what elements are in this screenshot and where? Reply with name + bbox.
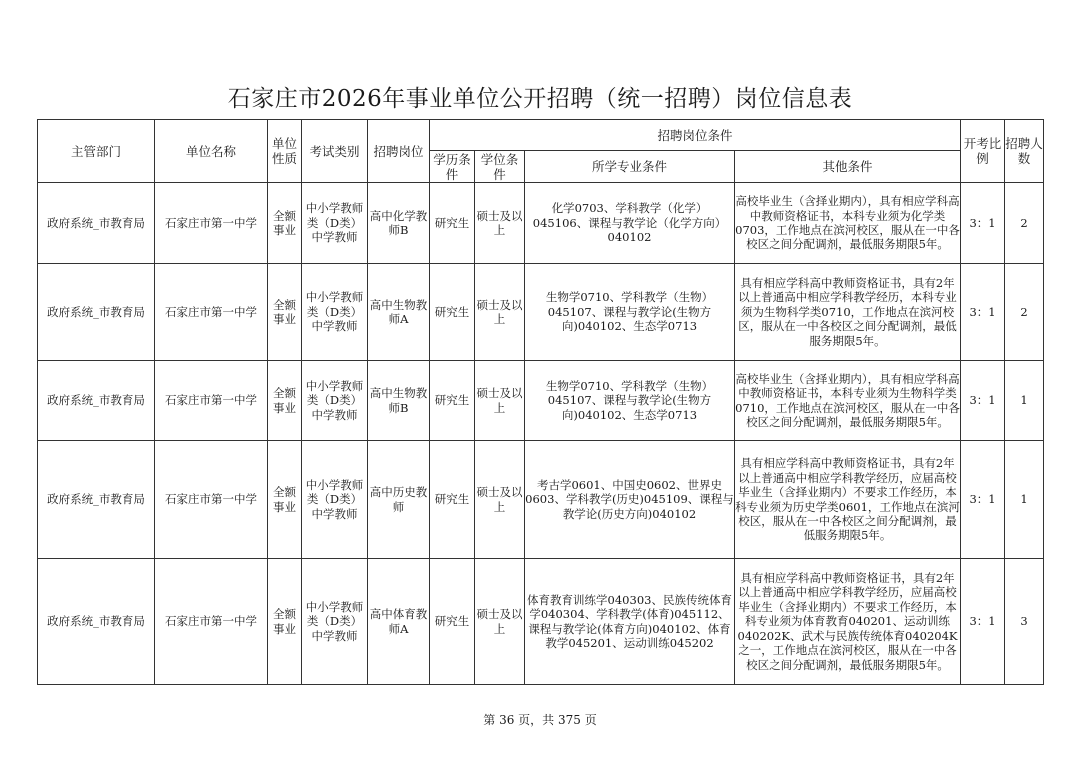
cell-nature: 全额事业 — [268, 361, 302, 441]
cell-ratio: 3：1 — [961, 183, 1005, 264]
cell-exam: 中小学教师类（D类）中学教师 — [302, 183, 368, 264]
cell-dept: 政府系统_市教育局 — [38, 361, 155, 441]
cell-count: 2 — [1005, 183, 1044, 264]
cell-major: 考古学0601、中国史0602、世界史0603、学科教学(历史)045109、课程与教学论(历史方向)040102 — [525, 441, 735, 559]
cell-major: 生物学0710、学科教学（生物）045107、课程与教学论(生物方向)040102、生态学0713 — [525, 361, 735, 441]
cell-unit: 石家庄市第一中学 — [155, 559, 268, 685]
header-degree: 学位条件 — [475, 151, 525, 183]
cell-unit: 石家庄市第一中学 — [155, 441, 268, 559]
page-footer: 第 36 页，共 375 页 — [483, 713, 597, 727]
header-major: 所学专业条件 — [525, 151, 735, 183]
cell-edu: 研究生 — [430, 264, 475, 361]
cell-exam: 中小学教师类（D类）中学教师 — [302, 264, 368, 361]
cell-edu: 研究生 — [430, 441, 475, 559]
cell-other: 具有相应学科高中教师资格证书，具有2年以上普通高中相应学科教学经历，本科专业须为生物科学类0710，工作地点在滨河校区，服从在一中各校区之间分配调剂，最低服务期限5年。 — [735, 264, 961, 361]
header-unit: 单位名称 — [155, 120, 268, 183]
header-exam: 考试类别 — [302, 120, 368, 183]
cell-unit: 石家庄市第一中学 — [155, 183, 268, 264]
cell-other: 具有相应学科高中教师资格证书，具有2年以上普通高中相应学科教学经历，应届高校毕业生（含择业期内）不要求工作经历，本科专业须为体育教育040201、运动训练040202K、武术与民族传统体育040204K之一，工作地点在滨河校区，服从在一中各校区之间分配调剂，最低服务期限5年。 — [735, 559, 961, 685]
cell-nature: 全额事业 — [268, 183, 302, 264]
cell-post: 高中历史教师 — [368, 441, 430, 559]
cell-ratio: 3：1 — [961, 559, 1005, 685]
header-post: 招聘岗位 — [368, 120, 430, 183]
cell-degree: 硕士及以上 — [475, 183, 525, 264]
cell-other: 具有相应学科高中教师资格证书，具有2年以上普通高中相应学科教学经历，应届高校毕业生（含择业期内）不要求工作经历，本科专业须为历史学类0601，工作地点在滨河校区，服从在一中各校区之间分配调剂，最低服务期限5年。 — [735, 441, 961, 559]
cell-edu: 研究生 — [430, 183, 475, 264]
cell-dept: 政府系统_市教育局 — [38, 183, 155, 264]
job-info-table — [37, 119, 1044, 685]
cell-post: 高中生物教师B — [368, 361, 430, 441]
cell-post: 高中体育教师A — [368, 559, 430, 685]
table-row — [38, 441, 1044, 559]
cell-nature: 全额事业 — [268, 264, 302, 361]
cell-count: 2 — [1005, 264, 1044, 361]
cell-ratio: 3：1 — [961, 264, 1005, 361]
table-row — [38, 264, 1044, 361]
table-row — [38, 183, 1044, 264]
cell-edu: 研究生 — [430, 361, 475, 441]
cell-dept: 政府系统_市教育局 — [38, 264, 155, 361]
cell-major: 生物学0710、学科教学（生物）045107、课程与教学论(生物方向)040102、生态学0713 — [525, 264, 735, 361]
cell-ratio: 3：1 — [961, 361, 1005, 441]
cell-count: 3 — [1005, 559, 1044, 685]
cell-other: 高校毕业生（含择业期内），具有相应学科高中教师资格证书，本科专业须为生物科学类0710，工作地点在滨河校区，服从在一中各校区之间分配调剂，最低服务期限5年。 — [735, 361, 961, 441]
header-edu: 学历条件 — [430, 151, 475, 183]
cell-count: 1 — [1005, 361, 1044, 441]
header-other: 其他条件 — [735, 151, 961, 183]
cell-ratio: 3：1 — [961, 441, 1005, 559]
cell-major: 化学0703、学科教学（化学）045106、课程与教学论（化学方向）040102 — [525, 183, 735, 264]
cell-edu: 研究生 — [430, 559, 475, 685]
cell-dept: 政府系统_市教育局 — [38, 559, 155, 685]
cell-exam: 中小学教师类（D类）中学教师 — [302, 361, 368, 441]
cell-major: 体育教育训练学040303、民族传统体育学040304、学科教学(体育)045112、课程与教学论(体育方向)040102、体育教学045201、运动训练045202 — [525, 559, 735, 685]
header-count: 招聘人数 — [1005, 120, 1044, 183]
cell-exam: 中小学教师类（D类）中学教师 — [302, 441, 368, 559]
cell-dept: 政府系统_市教育局 — [38, 441, 155, 559]
cell-nature: 全额事业 — [268, 441, 302, 559]
header-ratio: 开考比例 — [961, 120, 1005, 183]
cell-degree: 硕士及以上 — [475, 361, 525, 441]
cell-unit: 石家庄市第一中学 — [155, 264, 268, 361]
cell-exam: 中小学教师类（D类）中学教师 — [302, 559, 368, 685]
cell-degree: 硕士及以上 — [475, 441, 525, 559]
table-row — [38, 559, 1044, 685]
cell-nature: 全额事业 — [268, 559, 302, 685]
page-title: 石家庄市2026年事业单位公开招聘（统一招聘）岗位信息表 — [227, 86, 853, 112]
header-dept: 主管部门 — [38, 120, 155, 183]
cell-post: 高中化学教师B — [368, 183, 430, 264]
header-nature: 单位性质 — [268, 120, 302, 183]
header-conditions: 招聘岗位条件 — [430, 120, 961, 151]
cell-degree: 硕士及以上 — [475, 559, 525, 685]
table-row — [38, 361, 1044, 441]
cell-unit: 石家庄市第一中学 — [155, 361, 268, 441]
cell-degree: 硕士及以上 — [475, 264, 525, 361]
cell-other: 高校毕业生（含择业期内），具有相应学科高中教师资格证书，本科专业须为化学类0703，工作地点在滨河校区，服从在一中各校区之间分配调剂，最低服务期限5年。 — [735, 183, 961, 264]
header-row-1 — [38, 120, 1044, 151]
cell-count: 1 — [1005, 441, 1044, 559]
cell-post: 高中生物教师A — [368, 264, 430, 361]
